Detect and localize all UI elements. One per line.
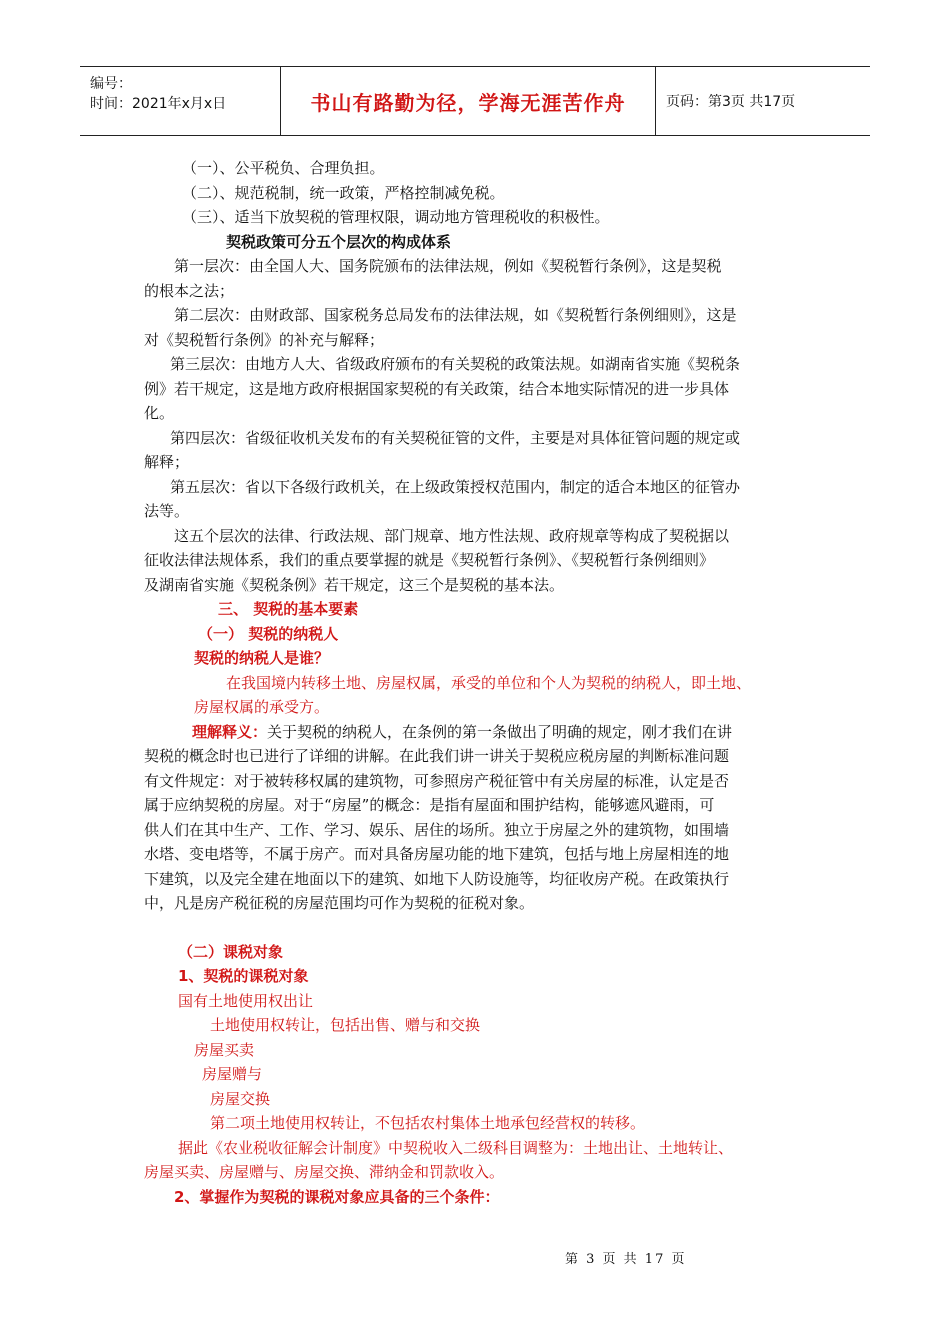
text-line [144, 573, 809, 598]
line-text: 1、契税的课税对象 [178, 967, 309, 985]
text-line [144, 891, 809, 916]
line-text: 解释； [144, 453, 190, 471]
line-text: 关于契税的纳税人，在条例的第一条做出了明确的规定，刚才我们在讲 [267, 722, 733, 741]
text-line [144, 328, 809, 353]
line-text: 中，凡是房产税征税的房屋范围均可作为契税的征税对象。 [144, 894, 535, 912]
text-line [144, 450, 809, 475]
line-text: 在我国境内转移土地、房屋权属，承受的单位和个人为契税的纳税人，即土地、 [226, 673, 752, 692]
header-page-info: 页码：第3页 共17页 [666, 94, 796, 110]
header-motto-cell [281, 67, 656, 135]
line-text: 化。 [144, 404, 175, 422]
page-header-table [80, 66, 870, 136]
text-line [144, 720, 809, 745]
text-line [144, 1062, 809, 1087]
line-text: （二）课税对象 [178, 942, 284, 961]
section-heading [144, 597, 809, 622]
line-text: 房屋买卖 [194, 1040, 255, 1059]
text-line [144, 499, 809, 524]
text-line [144, 769, 809, 794]
text-line [144, 548, 809, 573]
text-line [144, 205, 809, 230]
line-text: 供人们在其中生产、工作、学习、娱乐、居住的场所。独立于房屋之外的建筑物，如围墙 [144, 820, 730, 839]
line-text: （三）、适当下放契税的管理权限，调动地方管理税收的积极性。 [182, 208, 610, 226]
line-text: 契税的纳税人是谁？ [194, 649, 330, 667]
line-text: 有文件规定：对于被转移权属的建筑物，可参照房产税征管中有关房屋的标准，认定是否 [144, 771, 730, 790]
text-line [144, 156, 809, 181]
doc-number-label: 编号： [90, 76, 132, 92]
line-text: 征收法律法规体系，我们的重点要掌握的就是《契税暂行条例》、《契税暂行条例细则》 [144, 551, 715, 569]
line-text: （二）、规范税制，统一政策，严格控制减免税。 [182, 183, 505, 202]
page-footer: 第 3 页 共 17 页 [565, 1252, 687, 1267]
section-heading [144, 646, 809, 671]
section-heading [144, 622, 809, 647]
line-text: 对《契税暂行条例》的补充与解释； [144, 330, 385, 349]
text-line [144, 1013, 809, 1038]
line-text: 房屋交换 [210, 1089, 271, 1108]
text-line [144, 842, 809, 867]
text-line [144, 989, 809, 1014]
text-line [144, 671, 809, 696]
text-line [144, 279, 809, 304]
text-line [144, 475, 809, 500]
line-text: 第三层次：由地方人大、省级政府颁布的有关契税的政策法规。如湖南省实施《契税条 [170, 355, 741, 373]
text-line [144, 377, 809, 402]
line-text: 2、掌握作为契税的课税对象应具备的三个条件： [174, 1187, 500, 1206]
line-text: 第一层次：由全国人大、国务院颁布的法律法规，例如《契税暂行条例》，这是契税 [174, 257, 722, 275]
line-text: 这五个层次的法律、行政法规、部门规章、地方性法规、政府规章等构成了契税据以 [174, 526, 730, 545]
header-meta-cell [80, 67, 281, 135]
line-text: 第五层次：省以下各级行政机关，在上级政策授权范围内，制定的适合本地区的征管办 [170, 477, 741, 496]
document-body [144, 156, 809, 1209]
line-text: 下建筑，以及完全建在地面以下的建筑、如地下人防设施等，均征收房产税。在政策执行 [144, 869, 730, 888]
header-motto: 书山有路勤为径，学海无涯苦作舟 [310, 90, 626, 115]
text-line [144, 524, 809, 549]
blank-line [144, 916, 809, 940]
line-text: 水塔、变电塔等，不属于房产。而对具备房屋功能的地下建筑，包括与地上房屋相连的地 [144, 845, 730, 863]
text-line [144, 1160, 809, 1185]
line-text: （一） 契税的纳税人 [198, 624, 339, 643]
line-text: 例》若干规定，这是地方政府根据国家契税的有关政策，结合本地实际情况的进一步具体 [144, 379, 730, 398]
line-text: 土地使用权转让，包括出售、赠与和交换 [210, 1016, 481, 1034]
line-text: 据此《农业税收征解会计制度》中契税收入二级科目调整为：土地出让、土地转让、 [178, 1138, 734, 1157]
lead-label: 理解释义： [192, 722, 268, 741]
line-text: 第四层次：省级征收机关发布的有关契税征管的文件，主要是对具体征管问题的规定或 [170, 428, 741, 447]
section-heading [144, 964, 809, 989]
text-line [144, 254, 809, 279]
text-line [144, 426, 809, 451]
text-line [144, 1111, 809, 1136]
line-text: 三、 契税的基本要素 [218, 600, 359, 618]
line-text: 及湖南省实施《契税条例》若干规定，这三个是契税的基本法。 [144, 575, 565, 594]
line-text: 国有土地使用权出让 [178, 991, 314, 1010]
text-line [144, 818, 809, 843]
line-text: 第二层次：由财政部、国家税务总局发布的法律法规，如《契税暂行条例细则》，这是 [174, 306, 737, 324]
line-text: 房屋买卖、房屋赠与、房屋交换、滞纳金和罚款收入。 [144, 1163, 505, 1181]
text-line [144, 1038, 809, 1063]
text-line [144, 1087, 809, 1112]
text-line [144, 1136, 809, 1161]
line-text: 房屋权属的承受方。 [194, 698, 330, 716]
text-line [144, 181, 809, 206]
header-page-cell [656, 67, 870, 135]
text-line [144, 744, 809, 769]
line-text: 契税的概念时也已进行了详细的讲解。在此我们讲一讲关于契税应税房屋的判断标准问题 [144, 747, 730, 765]
line-text: 契税政策可分五个层次的构成体系 [226, 232, 452, 251]
line-text: 法等。 [144, 502, 190, 520]
text-line [144, 867, 809, 892]
text-line [144, 303, 809, 328]
section-heading [144, 940, 809, 965]
section-heading [144, 230, 809, 255]
text-line [144, 401, 809, 426]
line-text: （一）、公平税负、合理负担。 [182, 159, 385, 177]
section-heading [144, 1185, 809, 1210]
line-text: 房屋赠与 [202, 1065, 263, 1083]
text-line [144, 695, 809, 720]
line-text: 属于应纳契税的房屋。对于“房屋”的概念：是指有屋面和围护结构，能够遮风避雨，可 [144, 796, 715, 814]
text-line [144, 793, 809, 818]
doc-date: 时间：2021年x月x日 [90, 96, 227, 112]
text-line [144, 352, 809, 377]
line-text: 的根本之法； [144, 281, 235, 300]
line-text: 第二项土地使用权转让，不包括农村集体土地承包经营权的转移。 [210, 1114, 646, 1132]
